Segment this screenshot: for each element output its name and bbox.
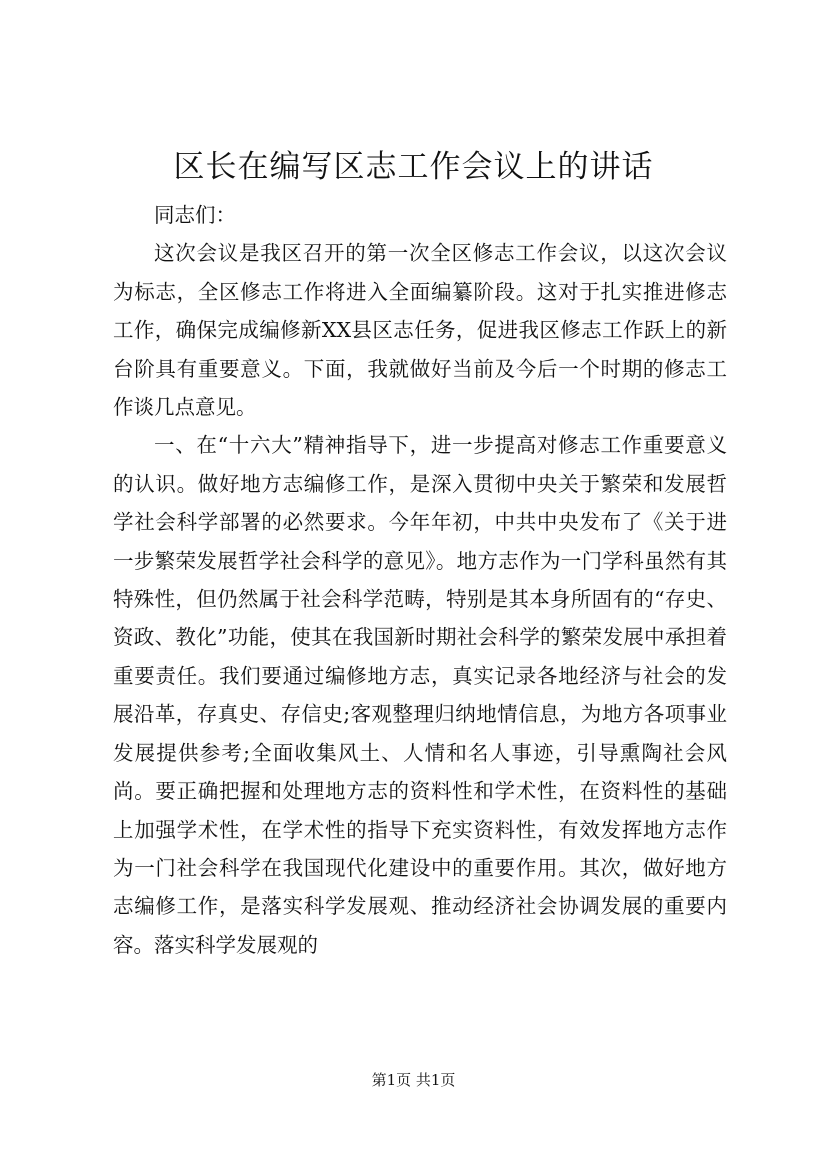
body-paragraph: 这次会议是我区召开的第一次全区修志工作会议，以这次会议为标志，全区修志工作将进入全面编纂阶段。这对于扎实推进修志工作，确保完成编修新XX县区志任务，促进我区修志工作跃上的新台阶具有重要意义。下面，我就做好当前及今后一个时期的修志工作谈几点意见。: [113, 241, 727, 420]
page-number-label: 第1页 共1页: [371, 1071, 456, 1089]
document-body: [113, 196, 727, 964]
document-title: 区长在编写区志工作会议上的讲话: [173, 149, 654, 185]
body-paragraph: 一、在“十六大”精神指导下，进一步提高对修志工作重要意义的认识。做好地方志编修工作，是深入贯彻中央关于繁荣和发展哲学社会科学部署的必然要求。今年年初，中共中央发布了《关于进一步繁荣发展哲学社会科学的意见》。地方志作为一门学科虽然有其特殊性，但仍然属于社会科学范畴，特别是其本身所固有的“存史、资政、教化”功能，使其在我国新时期社会科学的繁荣发展中承担着重要责任。我们要通过编修地方志，真实记录各地经济与社会的发展沿革，存真史、存信史;客观整理归纳地情信息，为地方各项事业发展提供参考;全面收集风土、人情和名人事迹，引导熏陶社会风尚。要正确把握和处理地方志的资料性和学术性，在资料性的基础上加强学术性，在学术性的指导下充实资料性，有效发挥地方志作为一门社会科学在我国现代化建设中的重要作用。其次，做好地方志编修工作，是落实科学发展观、推动经济社会协调发展的重要内容。落实科学发展观的: [113, 433, 727, 957]
salutation-paragraph: 同志们：: [154, 203, 236, 227]
page-footer: [0, 1070, 827, 1090]
